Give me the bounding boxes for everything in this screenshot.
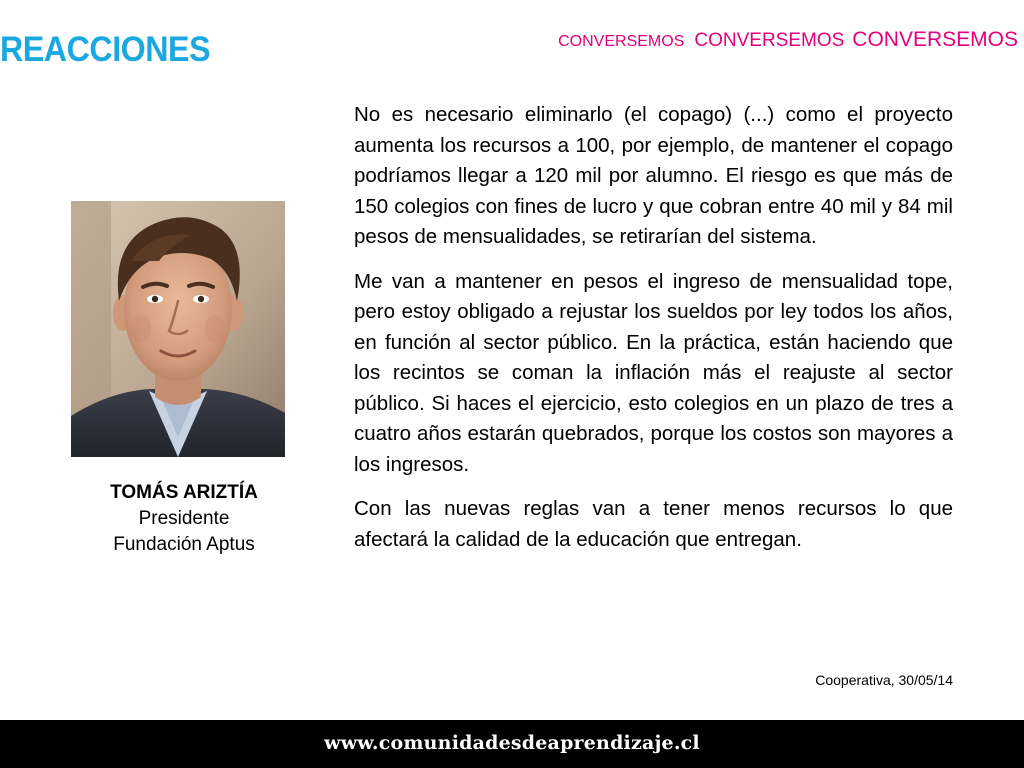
conversemos-tag-medium: CONVERSEMOS: [694, 30, 845, 51]
conversemos-tag-large: CONVERSEMOS: [852, 28, 1018, 51]
quote-source: Cooperativa, 30/05/14: [815, 672, 953, 688]
person-organization: Fundación Aptus: [113, 534, 255, 555]
portrait-illustration: [71, 201, 285, 457]
person-name: TOMÁS ARIZTÍA: [110, 482, 258, 503]
slide-title: REACCIONES: [0, 30, 211, 69]
footer-bar: [0, 720, 1024, 768]
quote-paragraph-1: No es necesario eliminarlo (el copago) (...) como el proyecto aumenta los recursos a 100, por ejemplo, de mantener el copago podríamos llegar a 120 mil por alumno. El riesgo es que más de 150 colegios con fines de lucro y que cobran entre 40 mil y 84 mil pesos de mensualidades, se retirarían del sistema.: [354, 103, 953, 248]
quote-body: [354, 100, 953, 569]
footer-url-link[interactable]: www.comunidadesdeaprendizaje.cl: [324, 732, 700, 754]
quote-paragraph-3: Con las nuevas reglas van a tener menos recursos lo que afectará la calidad de la educación que entregan.: [354, 497, 953, 551]
conversemos-tag-small: CONVERSEMOS: [558, 33, 685, 50]
person-role: Presidente: [138, 508, 230, 529]
portrait-photo: [71, 201, 285, 457]
person-caption: [71, 480, 297, 558]
quote-paragraph-2: Me van a mantener en pesos el ingreso de mensualidad tope, pero estoy obligado a rejustar los sueldos por ley todos los años, en función al sector público. En la práctica, están haciendo que los recintos se coman la inflación más el reajuste al sector público. Si haces el ejercicio, esto colegios en un plazo de tres a cuatro años estarán quebrados, porque los costos son mayores a los ingresos.: [354, 269, 953, 476]
header-tags: [558, 28, 1018, 52]
